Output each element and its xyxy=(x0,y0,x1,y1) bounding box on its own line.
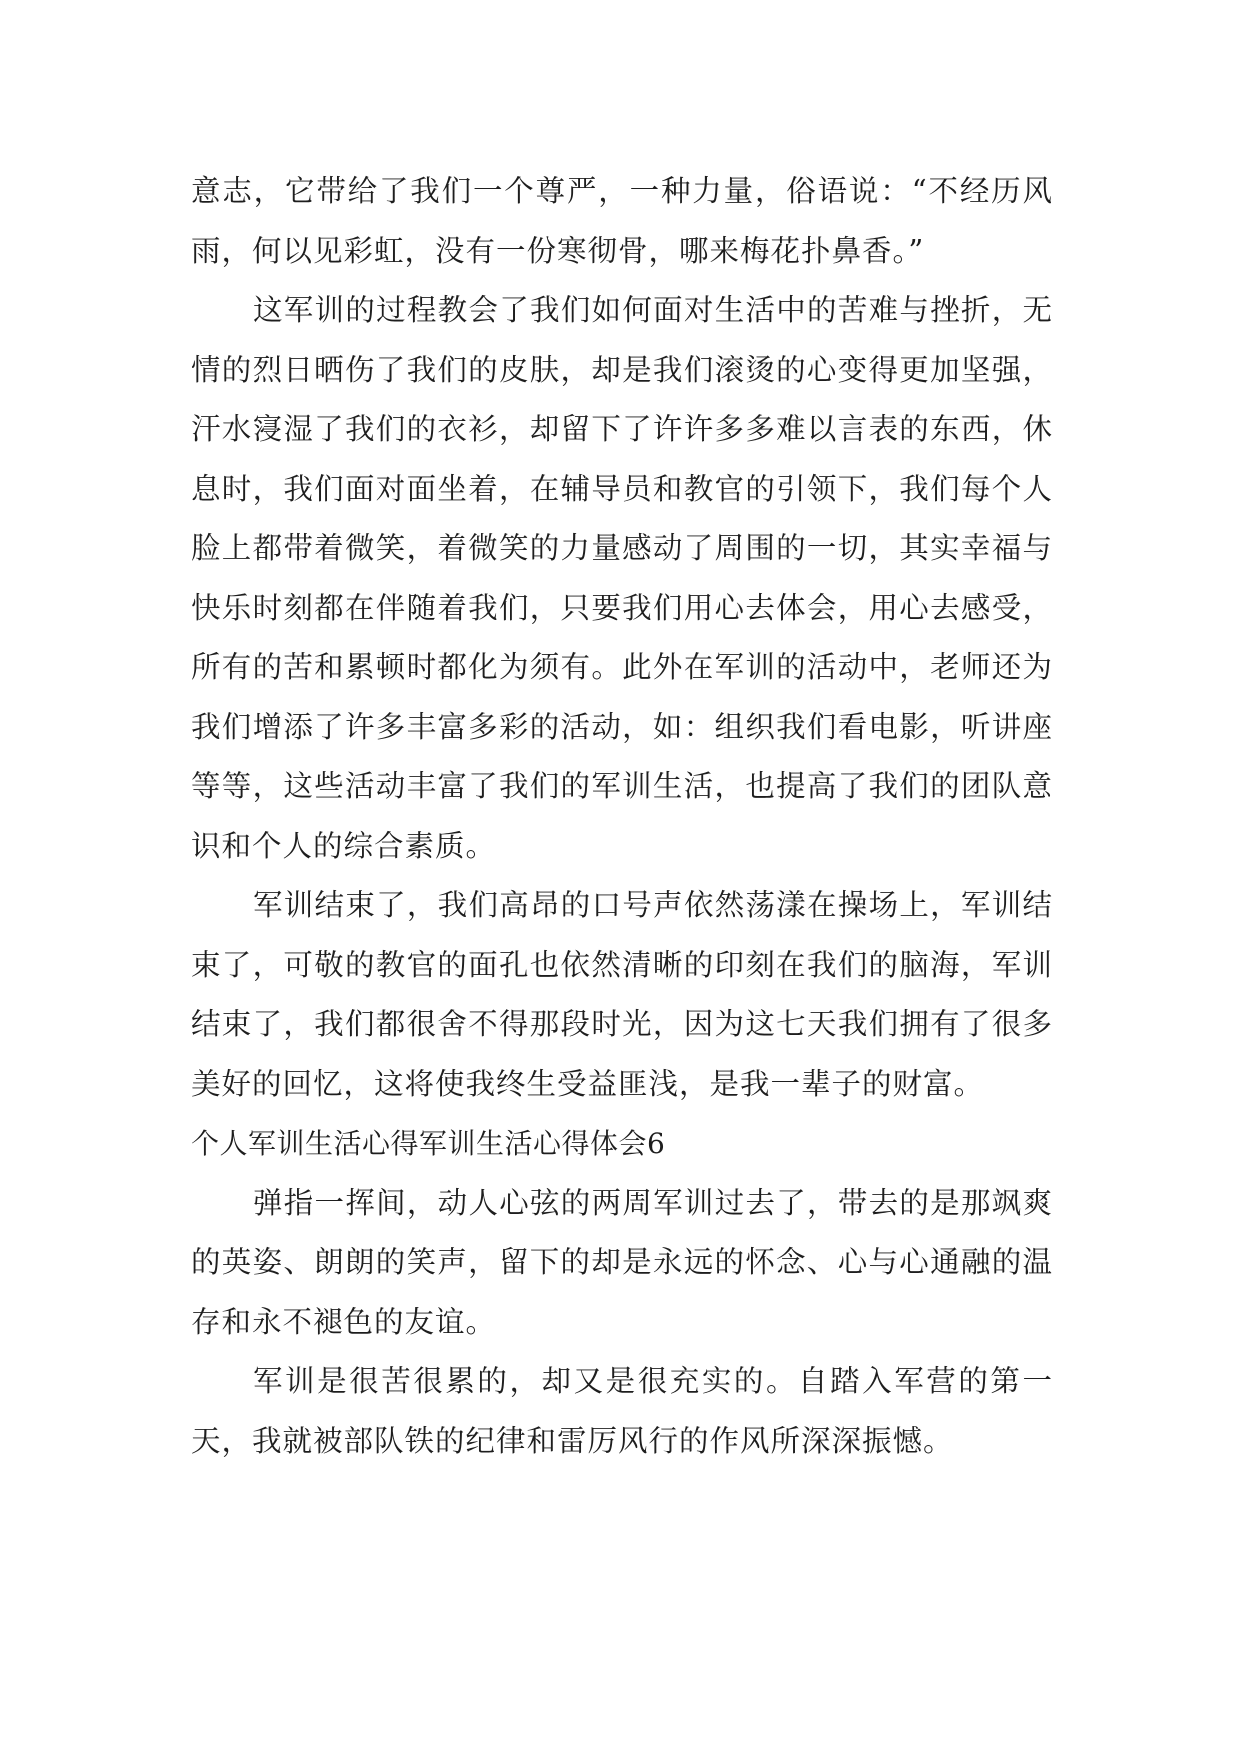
paragraph-hard-training: 军训是很苦很累的，却又是很充实的。自踏入军营的第一天，我就被部队铁的纪律和雷厉风行的作风所深深振憾。 xyxy=(191,1364,1053,1458)
paragraph-training-end: 军训结束了，我们高昂的口号声依然荡漾在操场上，军训结束了，可敬的教官的面孔也依然清晰的印刻在我们的脑海，军训结束了，我们都很舍不得那段时光，因为这七天我们拥有了很多美好的回忆，这将使我终生受益匪浅，是我一辈子的财富。 xyxy=(191,888,1053,1101)
paragraph-two-weeks: 弹指一挥间，动人心弦的两周军训过去了，带去的是那飒爽的英姿、朗朗的笑声，留下的却是永远的怀念、心与心通融的温存和永不褪色的友谊。 xyxy=(191,1185,1053,1339)
section-heading: 个人军训生活心得军训生活心得体会6 xyxy=(191,1127,666,1160)
paragraph-training-process: 这军训的过程教会了我们如何面对生活中的苦难与挫折，无情的烈日晒伤了我们的皮肤，却是我们滚烫的心变得更加坚强，汗水寖湿了我们的衣衫，却留下了许许多多难以言表的东西，休息时，我们面对面坐着，在辅导员和教官的引领下，我们每个人脸上都带着微笑，着微笑的力量感动了周围的一切，其实幸福与快乐时刻都在伴随着我们，只要我们用心去体会，用心去感受，所有的苦和累顿时都化为须有。此外在军训的活动中，老师还为我们增添了许多丰富多彩的活动，如：组织我们看电影，听讲座等等，这些活动丰富了我们的军训生活，也提高了我们的团队意识和个人的综合素质。 xyxy=(191,293,1053,863)
paragraph-continuation: 意志，它带给了我们一个尊严，一种力量，俗语说：“不经历风雨，何以见彩虹，没有一份寒彻骨，哪来梅花扑鼻香。” xyxy=(191,174,1053,268)
document-body xyxy=(191,162,1053,1471)
